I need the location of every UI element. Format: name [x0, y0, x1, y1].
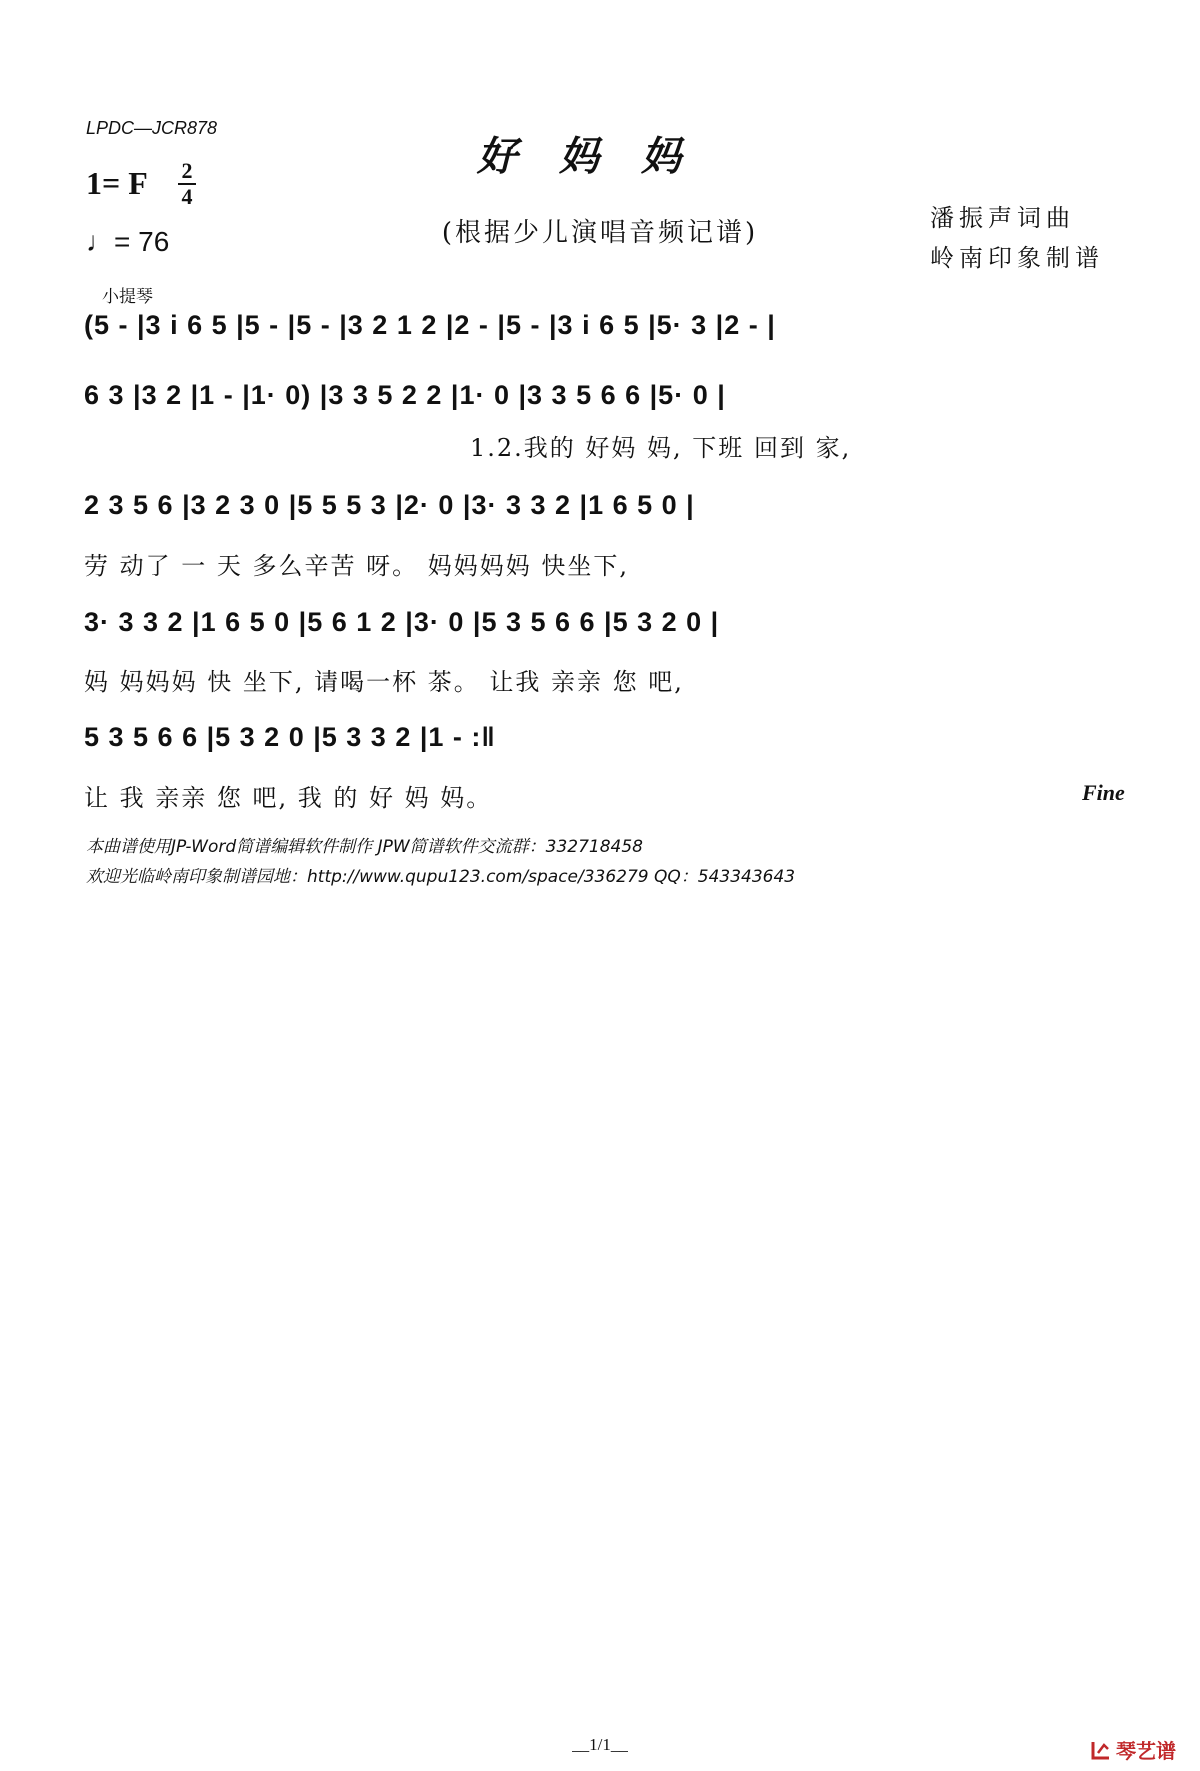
song-title: 好妈妈	[477, 133, 723, 180]
footer-line-1: 本曲谱使用JP-Word简谱编辑软件制作 JPW简谱软件交流群：332718458	[86, 837, 643, 857]
arranger-credit: 岭南印象制谱	[930, 244, 1104, 272]
lyricist-credit: 潘振声词曲	[930, 204, 1075, 232]
key-signature: 1= F	[86, 165, 148, 201]
watermark-text: 琴艺谱	[1116, 1739, 1176, 1763]
tempo-marking: ♩= 76	[86, 226, 170, 257]
time-signature-top: 2	[181, 158, 193, 183]
footer-line-2: 欢迎光临岭南印象制谱园地：http://www.qupu123.com/space/336279 QQ：543343643	[86, 867, 796, 887]
page-number: __1/1__	[572, 1735, 628, 1754]
score-row-2-lyrics: 1.2.我的 好妈 妈, 下班 回到 家,	[470, 434, 852, 462]
score-row-3-lyrics: 劳 动了 一 天 多么辛苦 呀。 妈妈妈妈 快坐下,	[84, 552, 630, 580]
score-row-2-notes: 6 3 |3 2 |1 - |1· 0) |3 3 5 2 2 |1· 0 |3 3 5 6 6 |5· 0 |	[84, 380, 726, 410]
qinyipu-logo-icon	[1090, 1739, 1112, 1761]
score-row-1-notes: (5 - |3 i 6 5 |5 - |5 - |3 2 1 2 |2 - |5 - |3 i 6 5 |5· 3 |2 - |	[84, 310, 776, 340]
fine-marking: Fine	[1082, 780, 1125, 805]
instrument-label: 小提琴	[102, 287, 153, 307]
score-row-5-notes: 5 3 5 6 6 |5 3 2 0 |5 3 3 2 |1 - :‖	[84, 722, 496, 752]
score-row-4-lyrics: 妈 妈妈妈 快 坐下, 请喝一杯 茶。 让我 亲亲 您 吧,	[84, 668, 684, 696]
score-row-4-notes: 3· 3 3 2 |1 6 5 0 |5 6 1 2 |3· 0 |5 3 5 6 6 |5 3 2 0 |	[84, 607, 720, 637]
time-signature	[178, 160, 196, 208]
score-code: LPDC—JCR878	[86, 118, 218, 138]
time-signature-bottom: 4	[181, 184, 193, 209]
score-row-5-lyrics: 让 我 亲亲 您 吧, 我 的 好 妈 妈。	[84, 784, 493, 812]
subtitle: (根据少儿演唱音频记谱)	[441, 218, 759, 248]
watermark-logo	[1090, 1735, 1176, 1764]
score-row-3-notes: 2 3 5 6 |3 2 3 0 |5 5 5 3 |2· 0 |3· 3 3 2 |1 6 5 0 |	[84, 490, 695, 520]
